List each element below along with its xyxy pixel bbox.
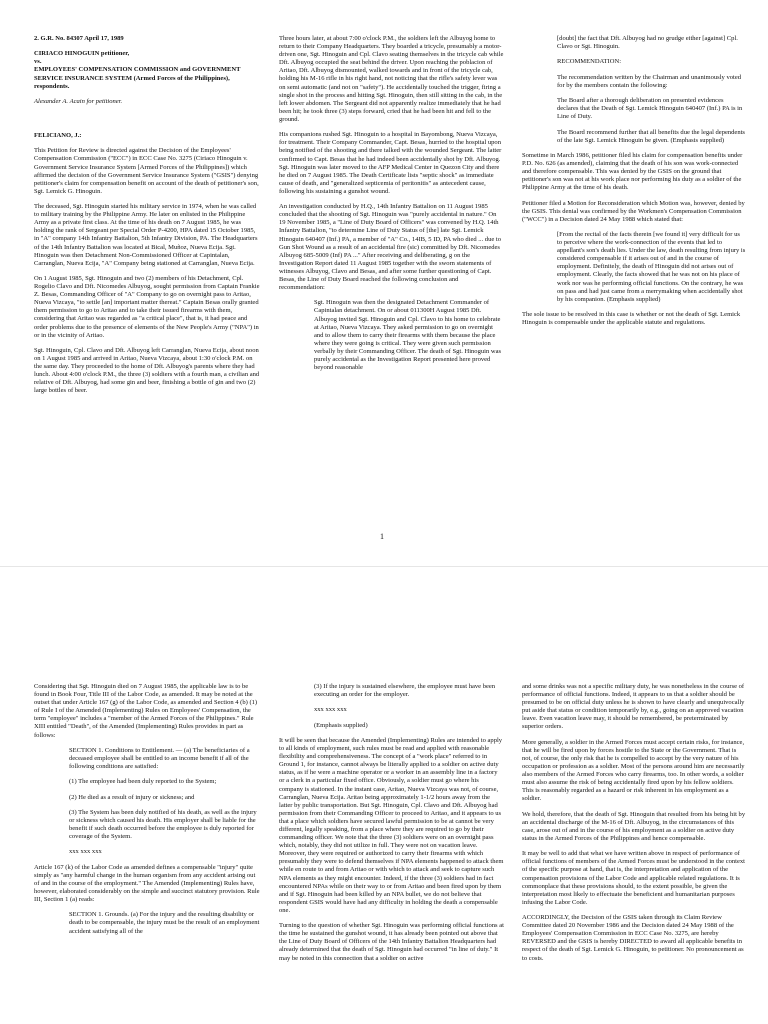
block-quote: The recommendation written by the Chairman and unanimously voted for by the members contain the following:	[557, 73, 741, 89]
block-quote: Sgt. Hinoguin was then the designated Detachment Commander of Capintalan detachment. On or about 011300H August 1985 Dft. Albuyog invited Sgt. Hinoguin and Cpl. Clavo to his home to celebrate at Aritao, Nueva Vizcaya. They asked permission to go on overnight and to allow them to carry their firearms with them because the place where they were going is critical. They were given such permission verbally by their Commanding Officer. The death of Sgt. Hinoguin was purely accidental as the Investigation Report presented here proved beyond reasonable	[314, 299, 502, 372]
page1-column-2	[279, 35, 504, 379]
paragraph: The deceased, Sgt. Hinoguin started his military service in 1974, when he was called to military training by the Philippine Army. He later on enlisted in the Philippine Army as a private first class. At the time of his death on 7 August 1985, he was holding the rank of Sergeant per Special Order P-4200, HPA dated 15 October 1985, in "A" company 14th Infantry Battalion, 5th Infantry Division, PA. The Headquarters of the 14th Infantry Battalion was located at Bical, Muñoz, Nueva Ecija. Sgt. Hinoguin was then Detachment Non-Commissioned Officer at Capintalan, Carranglan, Nueva Ecija, "A" Company being stationed at Carranglan, Nueva Ecija.	[34, 203, 258, 267]
block-quote: (1) The employee had been duly reported to the System;	[69, 778, 217, 786]
page2-column-2	[279, 683, 504, 970]
paragraph: An investigation conducted by H.Q., 14th Infantry Battalion on 11 August 1985 concluded that the shooting of Sgt. Hinoguin was "purely accidental in nature." On 19 November 1985, a "Line of Duty Board of Officers" was convened by H.Q. 14th Infantry Battalion, "to determine Line of Duty Status of [the] late Sgt. Lemick Hinoguin 640407 (Inf.) PA, a member of "A" Co., 14IB, 5 ID, PA who died ... due to Gun Shot Wound as a result of an accidental fire (sic) committed by Dft. Nicomedes Albuyog 685-5009 (Inf) PA ..." After receiving and deliberating, g on the Investigation Report dated 11 August 1985 together with the sworn statements of witnesses Albuyog, Clavo and Besas, and after some further questioning of Capt. Besas, the Line of Duty Board reached the following conclusion and recommendation:	[279, 203, 501, 292]
page1-column-3	[522, 35, 746, 334]
case-parties: CIRIACO HINOGUIN petitioner, vs. EMPLOYEES' COMPENSATION COMMISSION and GOVERNMENT SERVICE INSURANCE SYSTEM (Armed Forces of the Philippines), respondents.	[34, 50, 241, 90]
block-quote: The Board recommend further that all benefits due the legal dependents of the late Sgt. Lemick Hinoguin be given. (Emphasis supplied)	[557, 128, 745, 144]
page1-column-1	[34, 35, 260, 403]
page2-column-3	[522, 683, 746, 970]
document-page-2	[0, 566, 768, 1024]
paragraph: On 1 August 1985, Sgt. Hinoguin and two (2) members of his Detachment, Cpl. Rogelio Clavo and Dft. Nicomedes Albuyog, sought permission from Captain Frankie Z. Besas, Commanding Officer of "A" Company to go on overnight pass to Aritao, Nueva Vizcaya, "to settle [an] important matter thereat." Captain Besas orally granted them permission to go to Aritao and to take their issued firearms with them, considering that Aritao was regarded as "a critical place", that is, it had peace and order problems due to the presence of elements of the New People's Army ("NPA") in or in the vicinity of Aritao.	[34, 275, 260, 339]
paragraph: Turning to the question of whether Sgt. Hinoguin was performing official functions at the time he sustained the gunshot wound, it has already been pointed out above that the Line of Duty Board of Officers of the 14th Infantry Battalion Headquarters had already determined that the death of Sgt. Hinoguin had occurred "in line of duty." It may be noted in this connection that a soldier on active	[279, 922, 504, 962]
paragraph: Sgt. Hinoguin, Cpl. Clavo and Dft. Albuyog left Carranglan, Nueva Ecija, about noon on 1 August 1985 and arrived in Aritao, Nueva Vizcaya, about 1:30 o'clock P.M. on the same day. They proceeded to the home of Dft. Albuyog's parents where they had lunch. About 4:00 o'clock P.M., the three (3) soldiers with a fourth man, a civilian and relative of Dft. Albuyog, had some gin and beer, finishing a bottle of gin and two (2) large bottles of beer.	[34, 346, 260, 395]
paragraph: and some drinks was not a specific military duty, he was nonetheless in the course of performance of official functions. Indeed, it appears to us that a soldier should be presumed to be on official duty unless he is shown to have clearly and unequivocally put aside that status or condition temporarily by, e.g., going on an approved vacation leave. Even vacation leave may, it should be remembered, be preterminated by superior orders.	[522, 683, 745, 731]
block-quote: [doubt] the fact that Dft. Albuyog had no grudge either [against] Cpl. Clavo or Sgt. Hinoguin.	[557, 35, 738, 51]
case-citation: 2. G.R. No. 84307 April 17, 1989	[34, 35, 124, 42]
block-quote: (3) The System has been duly notified of his death, as well as the injury or sickness which caused his death. His employer shall be liable for the benefit if such death occurred before the employee is duly reported for coverage of the System.	[69, 808, 257, 841]
paragraph: This Petition for Review is directed against the Decision of the Employees' Compensation Commission ("ECC") in ECC Case No. 3275 (Ciriaco Hinoguin v. Government Service Insurance System [Armed Forces of the Philippines]) which affirmed the decision of the Government Service Insurance System ("GSIS") denying petitioner's claim for compensation benefit on account of the death of petitioner's son, Sgt. Lemick G. Hinoguin.	[34, 147, 259, 195]
page2-column-1	[34, 683, 260, 943]
paragraph: Three hours later, at about 7:00 o'clock P.M., the soldiers left the Albuyog home to return to their Company Headquarters. They boarded a tricycle, presumably a motor-driven one, Sgt. Hinoguin and Cpl. Clavo seating themselves in the tricycle cab while Dft. Albuyog occupied the seat behind the driver. Upon reaching the poblacion of Aritao, Dft. Albuyog dismounted, walked towards and in front of the tricycle cab, holding his M-16 rifle in his right hand, not noticing that the rifle's safety lever was on semi automatic (and not on "safety"). He accidentally touched the trigger, firing a single shot in the process and hitting Sgt. Hinoguin, then still sitting in the cab, in the left lower abdomen. The Sergeant did not apparently realize immediately that he had been hit; he took three (3) steps forward, cried that he had been hit and fell to the ground.	[279, 35, 504, 123]
block-quote: The Board after a thorough deliberation on presented evidences declares that the Death of Sgt. Lemick Hinoguin 640407 (Inf.) PA is in Line of Duty.	[557, 97, 743, 121]
paragraph: Sometime in March 1986, petitioner filed his claim for compensation benefits under P.D. No. 626 (as amended), claiming that the death of his son was work-connected and therefore compensable. This was denied by the GSIS on the ground that petitioner's son was not at his work place nor performing his duty as a soldier of the Philippine Army at the time of his death.	[522, 151, 743, 192]
recommendation-heading: RECOMMENDATION:	[557, 58, 622, 66]
block-quote: [From the recital of the facts therein [we found it] very difficult for us to perceive where the work-connection of the events that led to appellant's son's death lies. Under the law, death resulting from injury is considered compensable if it arises out of and in the course of employment. Definitely, the death of Hinoguin did not arises out of employment. Clearly, the facts showed that he was not on his place of work nor was he performing official functions. On the contrary, he was on pass and had just came from a merrymaking when accidentally shot by his companion. (Emphasis supplied)	[557, 231, 746, 303]
page-number: 1	[380, 532, 384, 541]
ellipsis-marker: xxx xxx xxx	[69, 848, 102, 856]
paragraph: The sole issue to be resolved in this case is whether or not the death of Sgt. Lemick Hinoguin is compensable under the applicable statute and regulations.	[522, 311, 741, 327]
paragraph: ACCORDINGLY, the Decision of the GSIS taken through its Claim Review Committee dated 20 November 1986 and the Decision dated 24 May 1988 of the Employees' Compensation Commission in ECC Case No. 3275, are hereby REVERSED and the GSIS is hereby DIRECTED to award all applicable benefits in respect of the death of Sgt. Lemick G. Hinoguin, to petitioner. No pronouncement as to costs.	[522, 914, 744, 962]
block-quote: SECTION 1. Grounds. (a) For the injury and the resulting disability or death to be compensable, the injury must be the result of an employment accident satisfying all of the	[69, 911, 260, 935]
ellipsis-marker: xxx xxx xxx	[314, 706, 347, 714]
paragraph: More generally, a soldier in the Armed Forces must accept certain risks, for instance, that he will be fired upon by forces hostile to the State or the Government. That is not, of course, the only risk that he is compelled to accept by the very nature of his occupation or profession as a soldier. Most of the persons around him are necessarily also members of the Armed Forces who carry firearms, too. In other words, a soldier must also assume the risk of being accidentally fired upon by his fellow soldiers. This is reasonably regarded as a hazard or risk inherent in his employment as a soldier.	[522, 738, 745, 803]
paragraph: It will be seen that because the Amended (Implementing) Rules are intended to apply to all kinds of employment, such rules must be read and applied with reasonable flexibility and comprehensiveness. The concept of a "work place" referred to in Ground 1, for instance, cannot always be literally applied to a soldier on active duty status, as if he were a machine operator or a worker in an assembly line in a factory or a clerk in a particular fixed office. Obviously, a soldier must go where his company is stationed. In the instant case, Aritao, Nueva Vizcaya was not, of course, Carranglan, Nueva Ecija. Aritao being approximately 1-1/2 hours away from the latter by public transportation. But Sgt. Hinoguin, Cpl. Clavo and Dft. Albuyog had permission from their Commanding Officer to proceed to Aritao, and it appears to us that a place which soldiers have secured lawful permission to be at cannot be very different, legally speaking, from a place where they are required to go by their commanding officer. We note that the three (3) soldiers were on an overnight pass which, notably, they did not utilize in full. They were not on vacation leave. Moreover, they were required or authorized to carry their firearms with which presumably they were to defend themselves if NPA elements happened to attack them while en route to and from Aritao or with which to attack and seek to capture such NPA elements as they might encounter. Indeed, if the three (3) soldiers had in fact encountered NPAs while on their way to or from Aritao and been fired upon by them and if Sgt. Hinoguin had been killed by an NPA bullet, we do not believe that respondent GSIS would have had any difficulty in holding the death a compensable one.	[279, 736, 504, 914]
paragraph: Considering that Sgt. Hinoguin died on 7 August 1985, the applicable law is to be found in Book Four, Title III of the Labor Code, as amended. It may be noted at the outset that under Article 167 (g) of the Labor Code, as amended and Section 4 (b) (1) of Rule I of the Amended (Implementing) Rules on Employees' Compensation, the term "employee" includes a "member of the Armed Forces of the Philippines." Rule XIII entitled "Death", of the Amended (Implementing) Rules provides in part as follows:	[34, 683, 258, 739]
block-quote: (2) He died as a result of injury or sickness; and	[69, 793, 195, 801]
paragraph: It may be well to add that what we have written above in respect of performance of official functions of members of the Armed Forces must be understood in the context of the specific purpose at hand, that is, the interpretation and application of the compensation provisions of the Labor Code and applicable related regulations. It is commonplace that these provisions should, to the extent possible, be given the interpretation most likely to effectuate the beneficient and humanitarian purposes infusing the Labor Code.	[522, 850, 745, 906]
block-quote: (3) If the injury is sustained elsewhere, the employee must have been executing an order for the employer.	[314, 683, 496, 699]
block-quote: SECTION 1. Conditions to Entitlement. — (a) The beneficiaries of a deceased employee shall be entitled to an income benefit if all of the following conditions are satisfied:	[69, 746, 250, 771]
paragraph: Petitioner filed a Motion for Reconsideration which Motion was, however, denied by the GSIS. This denial was confirmed by the Workmen's Compensation Commission ("WCC") in a Decision dated 24 May 1988 which stated that:	[522, 199, 745, 223]
paragraph: Article 167 (k) of the Labor Code as amended defines a compensable "injury" quite simply as "any harmful change in the human organism from any accident arising out of and in the course of the employment." The Amended (Implementing) Rules have, however, elaborated considerably on the simple and succinct statutory provision. Rule III, Section 1 (a) reads:	[34, 863, 260, 904]
counsel-line: Alexander A. Acain for petitioner.	[34, 97, 123, 105]
paragraph: His companions rushed Sgt. Hinoguin to a hospital in Bayombong, Nueva Vizcaya, for treatment. Their Company Commander, Capt. Besas, hurried to the hospital upon being notified of the shooting and there talked with the wounded Sergeant. The latter confirmed to Capt. Besas that he had indeed been accidentally shot by Dft. Albuyog. Sgt. Hinoguin was later moved to the AFP Medical Center in Quezon City and there he died on 7 August 1985. The Death Certificate lists "septic shock" as immediate cause of death, and "generalized septicemia of peritonitis" as antecedent cause, following his sustaining a gunshot wound.	[279, 131, 502, 195]
paragraph: We hold, therefore, that the death of Sgt. Hinoguin that resulted from his being hit by an accidental discharge of the M-16 of Dft. Albuyog, in the circumstances of this case, arose out of and in the course of his employment as a soldier on active duty status in the Armed Forces of the Philippines and hence compensable.	[522, 810, 746, 842]
ponente: FELICIANO, J.:	[34, 132, 82, 140]
emphasis-note: (Emphasis supplied)	[314, 721, 368, 729]
